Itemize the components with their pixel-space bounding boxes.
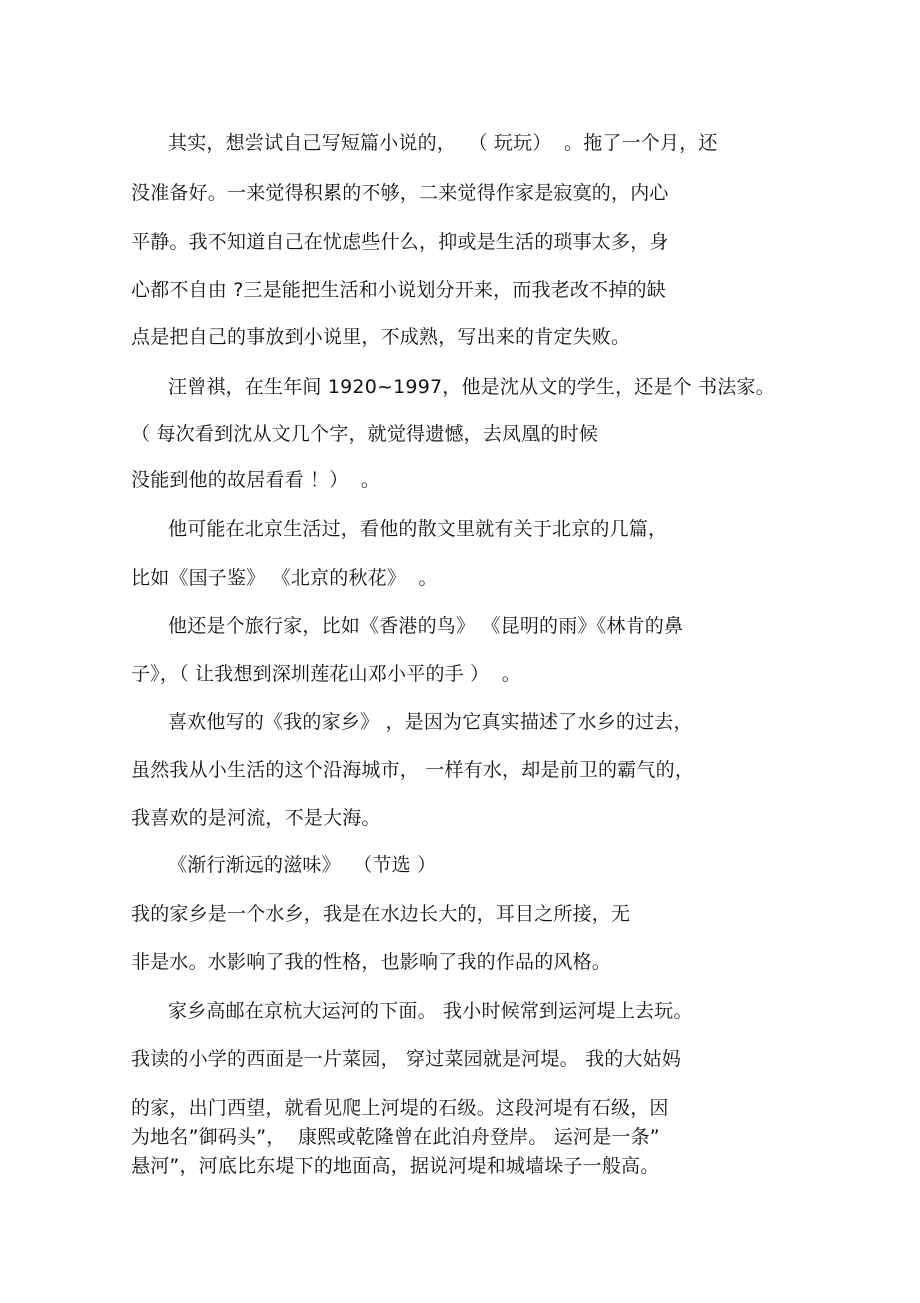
text-line: 没能到他的故居看看 ！） 。 [131, 469, 381, 491]
text-line: 的家，出门西望，就看见爬上河堤的石级。这段河堤有石级，因 [131, 1097, 669, 1119]
text-line: 喜欢他写的《我的家乡》 ，是因为它真实描述了水乡的过去， [168, 711, 693, 733]
text-line: 汪曾祺，在生年间 1920~1997，他是沈从文的学生，还是个 书法家。 [168, 376, 775, 398]
text-line: 比如《国子鉴》 《北京的秋花》 。 [131, 567, 438, 589]
text-line: 没准备好。一来觉得积累的不够，二来觉得作家是寂寞的，内心 [131, 182, 669, 204]
text-line: （ 每次看到沈从文几个字，就觉得遗憾，去凤凰的时候 [131, 423, 599, 445]
text-line: 他可能在北京生活过，看他的散文里就有关于北京的几篇， [168, 518, 668, 540]
text-line: 虽然我从小生活的这个沿海城市， 一样有水，却是前卫的霸气的， [131, 759, 695, 781]
text-line: 他还是个旅行家，比如《香港的鸟》 《昆明的雨》《林肯的鼻 [168, 615, 684, 637]
text-line: 点是把自己的事放到小说里，不成熟，写出来的肯定失败。 [131, 326, 631, 348]
text-line: 其实，想尝试自己写短篇小说的， （ 玩玩） 。拖了一个月，还 [168, 132, 718, 154]
text-line: 平静。我不知道自己在忧虑些什么，抑或是生活的琐事太多，身 [131, 231, 669, 253]
text-line: 心都不自由 ?三是能把生活和小说划分开来，而我老改不掉的缺 [131, 279, 666, 301]
text-line: 非是水。水影响了我的性格，也影响了我的作品的风格。 [131, 951, 612, 973]
text-line: 我喜欢的是河流，不是大海。 [131, 807, 381, 829]
text-line: 为地名”御码头”， 康熙或乾隆曾在此泊舟登岸。 运河是一条” [131, 1126, 660, 1148]
section-heading: 《渐行渐远的滋味》 （节选 ） [168, 854, 437, 876]
text-line: 子》，（ 让我想到深圳莲花山邓小平的手 ） 。 [131, 663, 521, 685]
text-line: 我的家乡是一个水乡，我是在水边长大的，耳目之所接，无 [131, 903, 631, 925]
text-line: 家乡高邮在京杭大运河的下面。 我小时候常到运河堤上去玩。 [168, 1000, 693, 1022]
text-line: 我读的小学的西面是一片菜园， 穿过菜园就是河堤。 我的大姑妈 [131, 1048, 682, 1070]
text-line: 悬河”，河底比东堤下的地面高，据说河堤和城墙垛子一般高。 [131, 1155, 660, 1177]
